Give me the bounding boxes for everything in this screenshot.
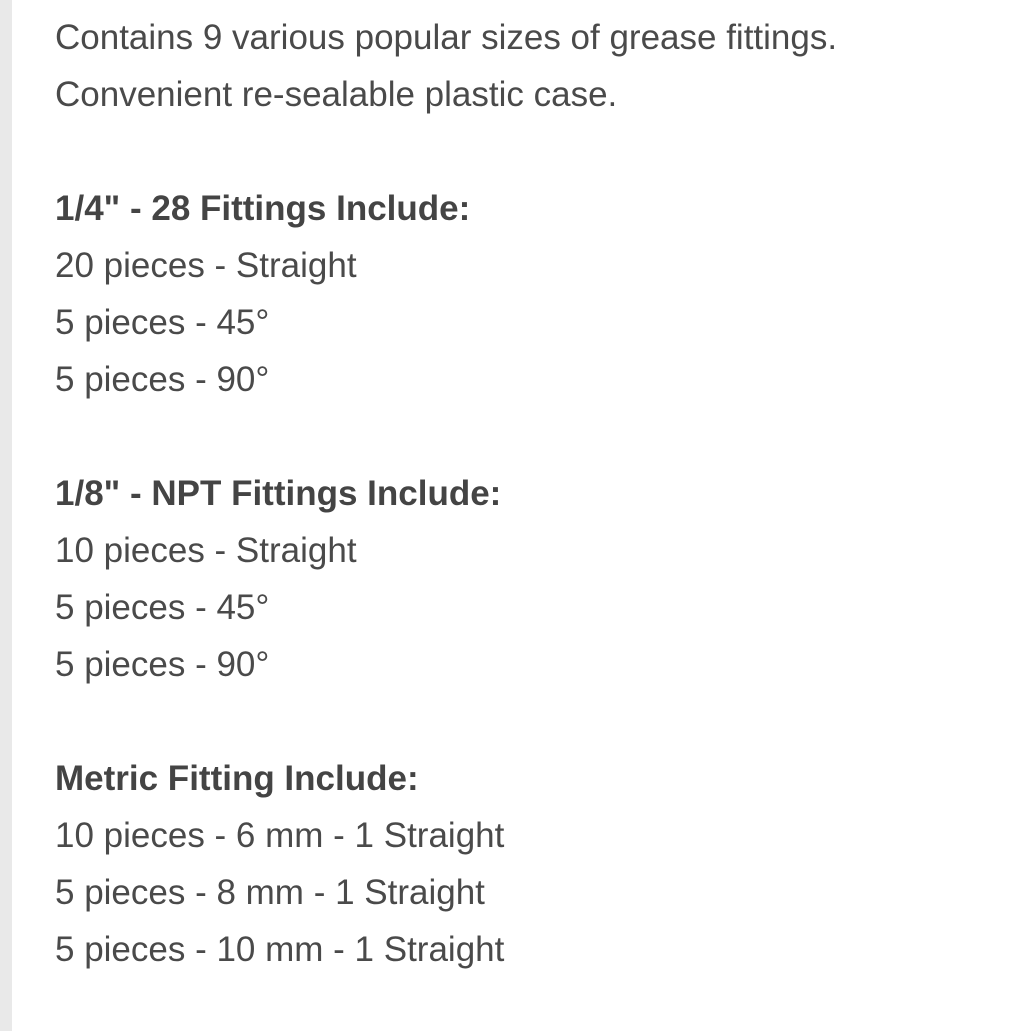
- left-rail: [0, 0, 12, 1031]
- section-metric: [55, 750, 995, 978]
- paragraph-spacer: [55, 123, 995, 180]
- fitting-item: 5 pieces - 8 mm - 1 Straight: [55, 873, 485, 912]
- section-eighth-inch-npt: [55, 465, 995, 693]
- paragraph-spacer: [55, 408, 995, 465]
- fitting-item: 5 pieces - 10 mm - 1 Straight: [55, 930, 505, 969]
- fitting-item: 5 pieces - 45°: [55, 303, 270, 342]
- paragraph-spacer: [55, 693, 995, 750]
- fitting-item: 10 pieces - 6 mm - 1 Straight: [55, 816, 505, 855]
- section-heading: 1/8" - NPT Fittings Include:: [55, 474, 502, 513]
- section-quarter-inch-28: [55, 180, 995, 408]
- fitting-item: 20 pieces - Straight: [55, 246, 357, 285]
- fitting-item: 5 pieces - 45°: [55, 588, 270, 627]
- intro-line: Convenient re-sealable plastic case.: [55, 75, 618, 114]
- intro-line: Contains 9 various popular sizes of grease fittings.: [55, 18, 838, 57]
- fitting-item: 5 pieces - 90°: [55, 645, 270, 684]
- product-description: [55, 9, 995, 978]
- fitting-item: 5 pieces - 90°: [55, 360, 270, 399]
- fitting-item: 10 pieces - Straight: [55, 531, 357, 570]
- section-heading: 1/4" - 28 Fittings Include:: [55, 189, 471, 228]
- section-heading: Metric Fitting Include:: [55, 759, 419, 798]
